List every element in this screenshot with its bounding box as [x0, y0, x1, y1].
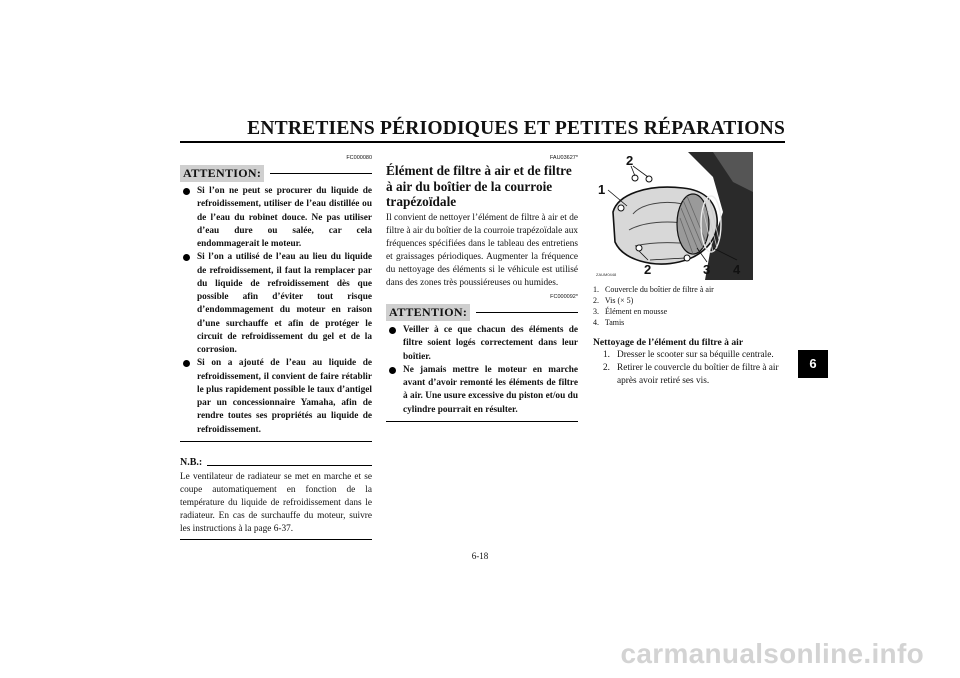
- note-rule: [207, 465, 372, 466]
- bullet-icon: [183, 188, 190, 195]
- attention-rule: [476, 312, 578, 313]
- callout-label: 4: [733, 262, 741, 277]
- page-header-title: ENTRETIENS PÉRIODIQUES ET PETITES RÉPARATIONS: [247, 118, 785, 139]
- reference-code: FAU03627*: [549, 155, 578, 161]
- legend-item: 2. Vis (× 5): [593, 296, 634, 305]
- bullet-icon: [183, 360, 190, 367]
- note-label: N.B.:: [180, 456, 203, 468]
- list-item: Si l’on a utilisé de l’eau au lieu du liquide de refroidissement, il faut la remplacer par du liquide de refroidissement dès que possible afin d’éviter tout risque d’endommagement du moteur en raison d’une surchauffe et afin de protéger le circuit de refroidissement du gel et de la corrosion.: [180, 251, 372, 357]
- attention-rule: [270, 173, 372, 174]
- attention-end-rule: [180, 441, 372, 442]
- callout-label: 2: [644, 262, 652, 277]
- bullet-icon: [389, 367, 396, 374]
- legend-item: 4. Tamis: [593, 318, 625, 327]
- section-title: Élément de filtre à air et de filtre à air du boîtier de la courroie trapézoïdale: [386, 163, 572, 209]
- figure-legend: [593, 284, 788, 328]
- callout-label: 1: [598, 182, 606, 197]
- chapter-tab: 6: [798, 350, 828, 378]
- list-item: Si l’on ne peut se procurer du liquide de refroidissement, utiliser de l’eau distillée ou de l’eau du robinet douce. Ne pas utiliser d’eau dure ou salée, car cela endommagerait le moteur.: [180, 185, 372, 251]
- procedure-steps: [593, 349, 779, 387]
- callout-label: 2: [626, 153, 634, 168]
- note-heading: [180, 456, 372, 468]
- reference-code: FC000080: [346, 155, 372, 161]
- procedure-step: 2. Retirer le couvercle du boîtier de filtre à air après avoir retiré ses vis.: [603, 362, 779, 386]
- watermark: carmanualsonline.info: [620, 638, 924, 669]
- procedure-step: 1. Dresser le scooter sur sa béquille centrale.: [603, 350, 774, 360]
- attention-heading: [386, 304, 578, 320]
- attention-list: [180, 185, 372, 437]
- attention-label: ATTENTION:: [386, 304, 470, 321]
- right-column: [593, 152, 788, 387]
- page-number: 6-18: [471, 551, 489, 561]
- bullet-icon: [183, 254, 190, 261]
- legend-item: 3. Élément en mousse: [593, 307, 668, 316]
- air-filter-figure: [593, 152, 753, 280]
- list-item: Veiller à ce que chacun des éléments de filtre soient logés correctement dans leur boîtier.: [386, 324, 578, 364]
- list-item: Ne jamais mettre le moteur en marche avant d’avoir remonté les éléments de filtre à air. Une usure excessive du piston et/ou du cylindre pourrait en résulter.: [386, 364, 578, 417]
- attention-list: [386, 324, 578, 417]
- bullet-icon: [389, 327, 396, 334]
- header-rule: [180, 141, 785, 143]
- note-text: Le ventilateur de radiateur se met en marche et se coupe automatiquement en fonction de la température du liquide de refroidissement dans le radiateur. En cas de surchauffe du moteur, suivre les instructions à la page 6-37.: [180, 471, 372, 535]
- list-item: Si on a ajouté de l’eau au liquide de refroidissement, il convient de faire rétablir le plus rapidement possible le taux d’antigel par un concessionnaire Yamaha, afin de rendre toutes ses propriétés au liquide de refroidissement.: [180, 357, 372, 437]
- attention-heading: [180, 165, 372, 181]
- section-text: Il convient de nettoyer l’élément de filtre à air et de filtre à air du boîtier de la courroie trapézoïdale aux fréquences spécifiées dans le tableau des entretiens et graissages périodiques. Augmenter la fréquence du nettoyage des éléments si le véhicule est utilisé dans des zones très poussiéreuses ou humides.: [386, 212, 578, 288]
- attention-label: ATTENTION:: [180, 165, 264, 182]
- middle-column: [386, 155, 578, 422]
- callout-label: 3: [703, 262, 711, 277]
- left-column: [180, 155, 372, 540]
- reference-code: FC000092*: [550, 294, 578, 301]
- legend-item: 1. Couvercle du boîtier de filtre à air: [593, 285, 714, 294]
- note-end-rule: [180, 539, 372, 540]
- attention-end-rule: [386, 421, 578, 422]
- procedure-title: Nettoyage de l’élément du filtre à air: [593, 337, 744, 348]
- figure-code: ZAUM0448: [596, 272, 617, 277]
